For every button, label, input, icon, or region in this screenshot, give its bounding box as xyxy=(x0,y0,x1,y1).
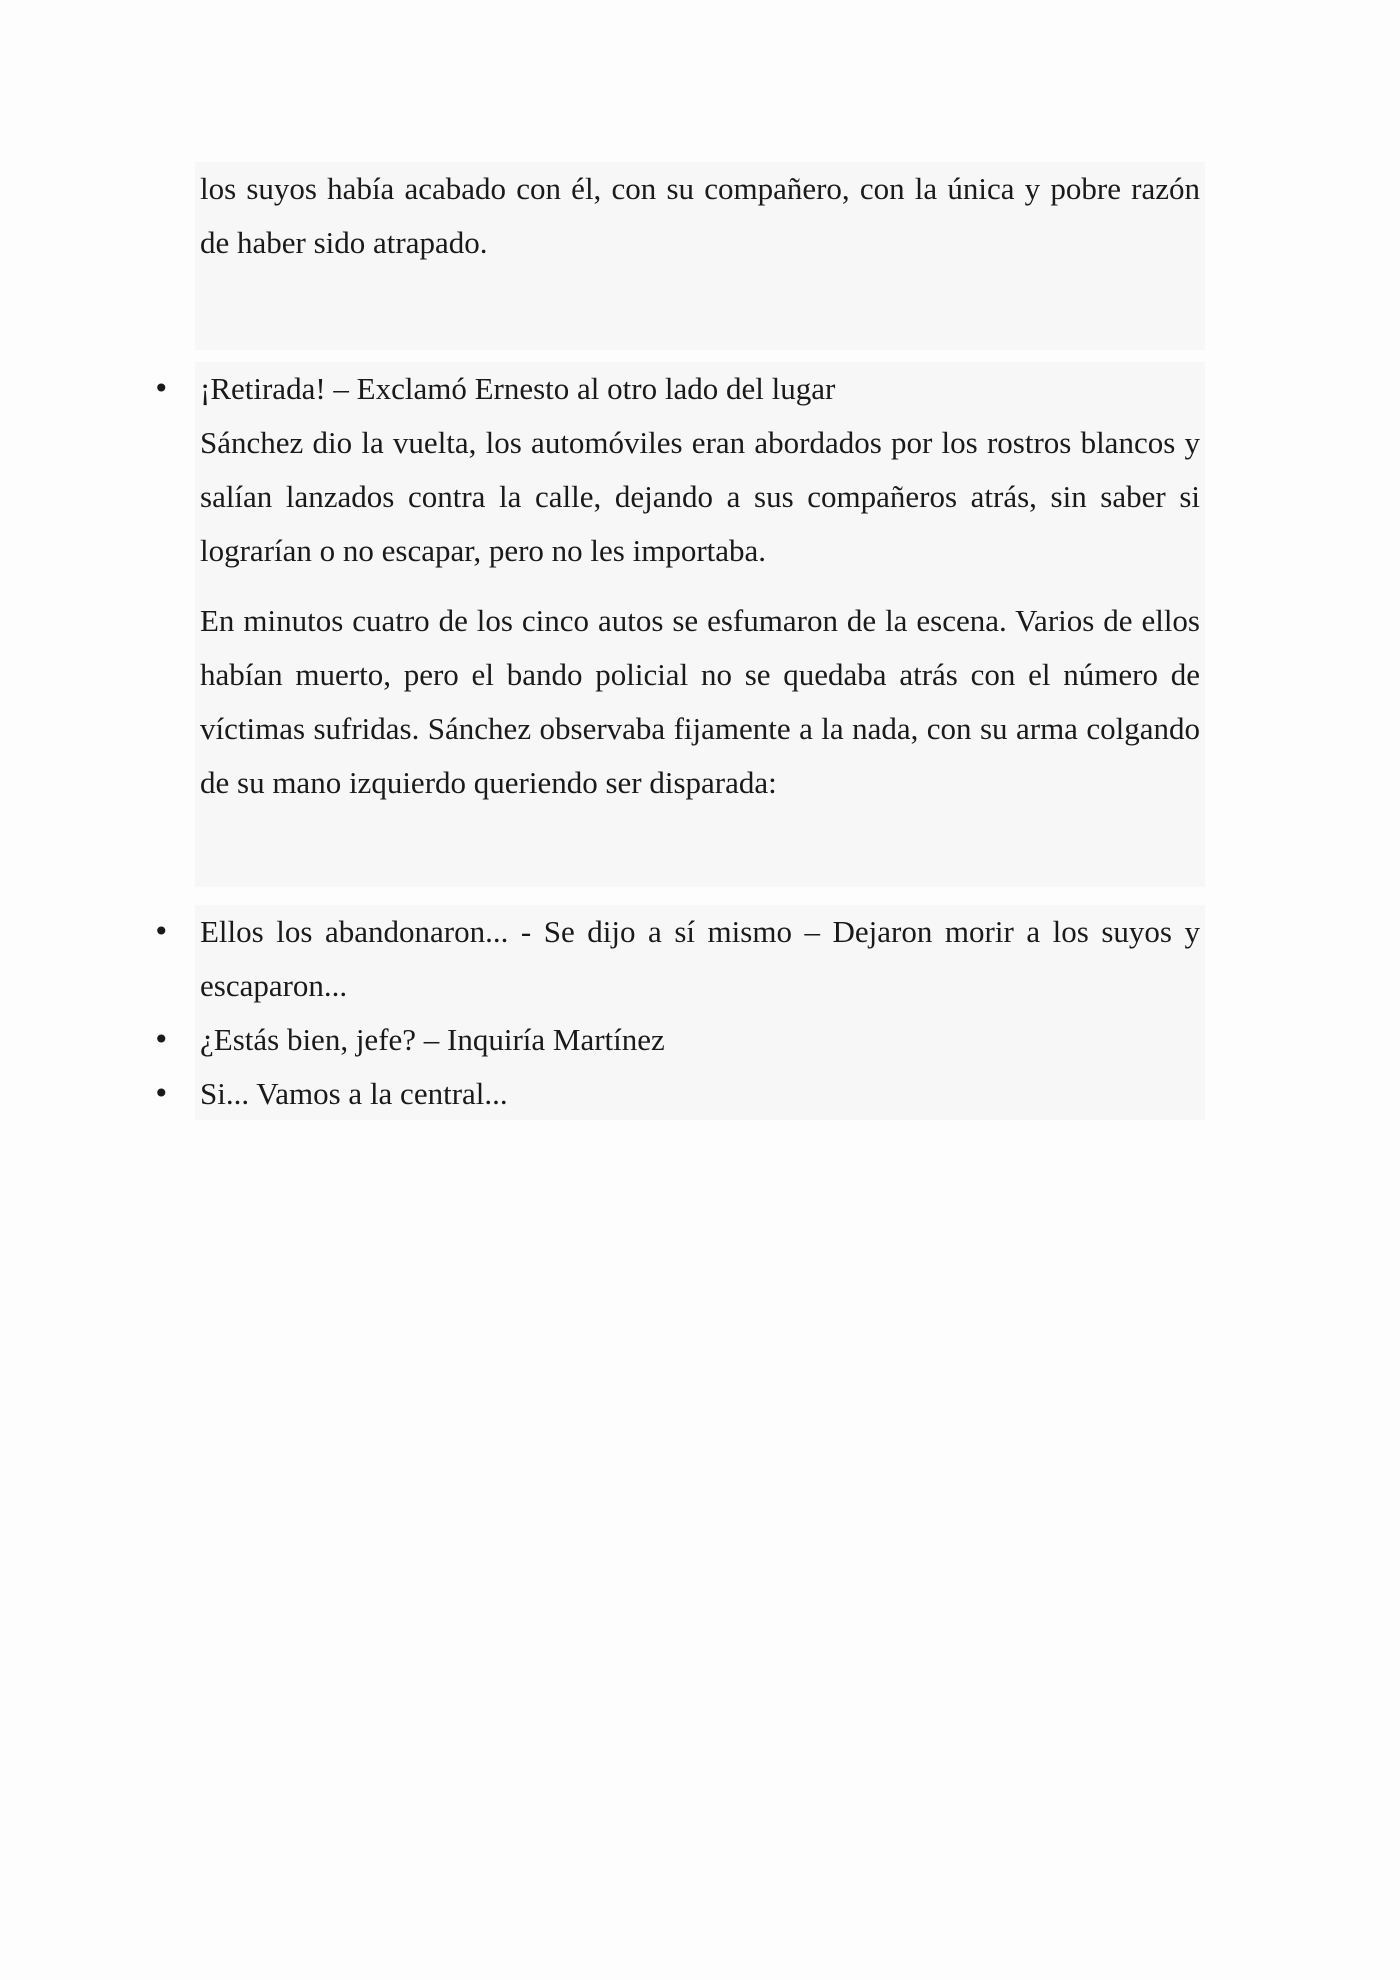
text-block-2 xyxy=(153,362,1205,887)
text-block-1 xyxy=(195,162,1205,350)
bullet-icon: • xyxy=(153,372,170,405)
dialogue-text: Si... Vamos a la central... xyxy=(200,1076,508,1111)
paragraph-escena: En minutos cuatro de los cinco autos se esfumaron de la escena. Varios de ellos habían muerto, pero el bando policial no se quedaba atrás con el número de víctimas sufridas. Sánchez observaba fijamente a la nada, con su arma colgando de su mano izquierdo queriendo ser disparada: xyxy=(200,603,1200,800)
dialogue-item xyxy=(153,1013,1200,1067)
dialogue-text: Ellos los abandonaron... - Se dijo a sí mismo – Dejaron morir a los suyos y escaparon... xyxy=(200,914,1200,1003)
dialogue-text: ¿Estás bien, jefe? – Inquiría Martínez xyxy=(200,1022,665,1057)
bullet-first-line: ¡Retirada! – Exclamó Ernesto al otro lado del lugar xyxy=(200,371,836,406)
bullet-icon: • xyxy=(153,1023,170,1056)
text-block-3 xyxy=(153,905,1205,1120)
bullet-paragraph: Sánchez dio la vuelta, los automóviles eran abordados por los rostros blancos y salían lanzados contra la calle, dejando a sus compañeros atrás, sin saber si lograrían o no escapar, pero no les importaba. xyxy=(200,425,1200,568)
bullet-item-retirada xyxy=(153,362,1200,578)
bullet-icon: • xyxy=(153,915,170,948)
dialogue-item xyxy=(153,905,1200,1013)
paragraph-continued: los suyos había acabado con él, con su compañero, con la única y pobre razón de haber sido atrapado. xyxy=(200,171,1200,260)
paragraph-spacer xyxy=(200,578,1200,594)
dialogue-item xyxy=(153,1067,1200,1121)
bullet-icon: • xyxy=(153,1077,170,1110)
